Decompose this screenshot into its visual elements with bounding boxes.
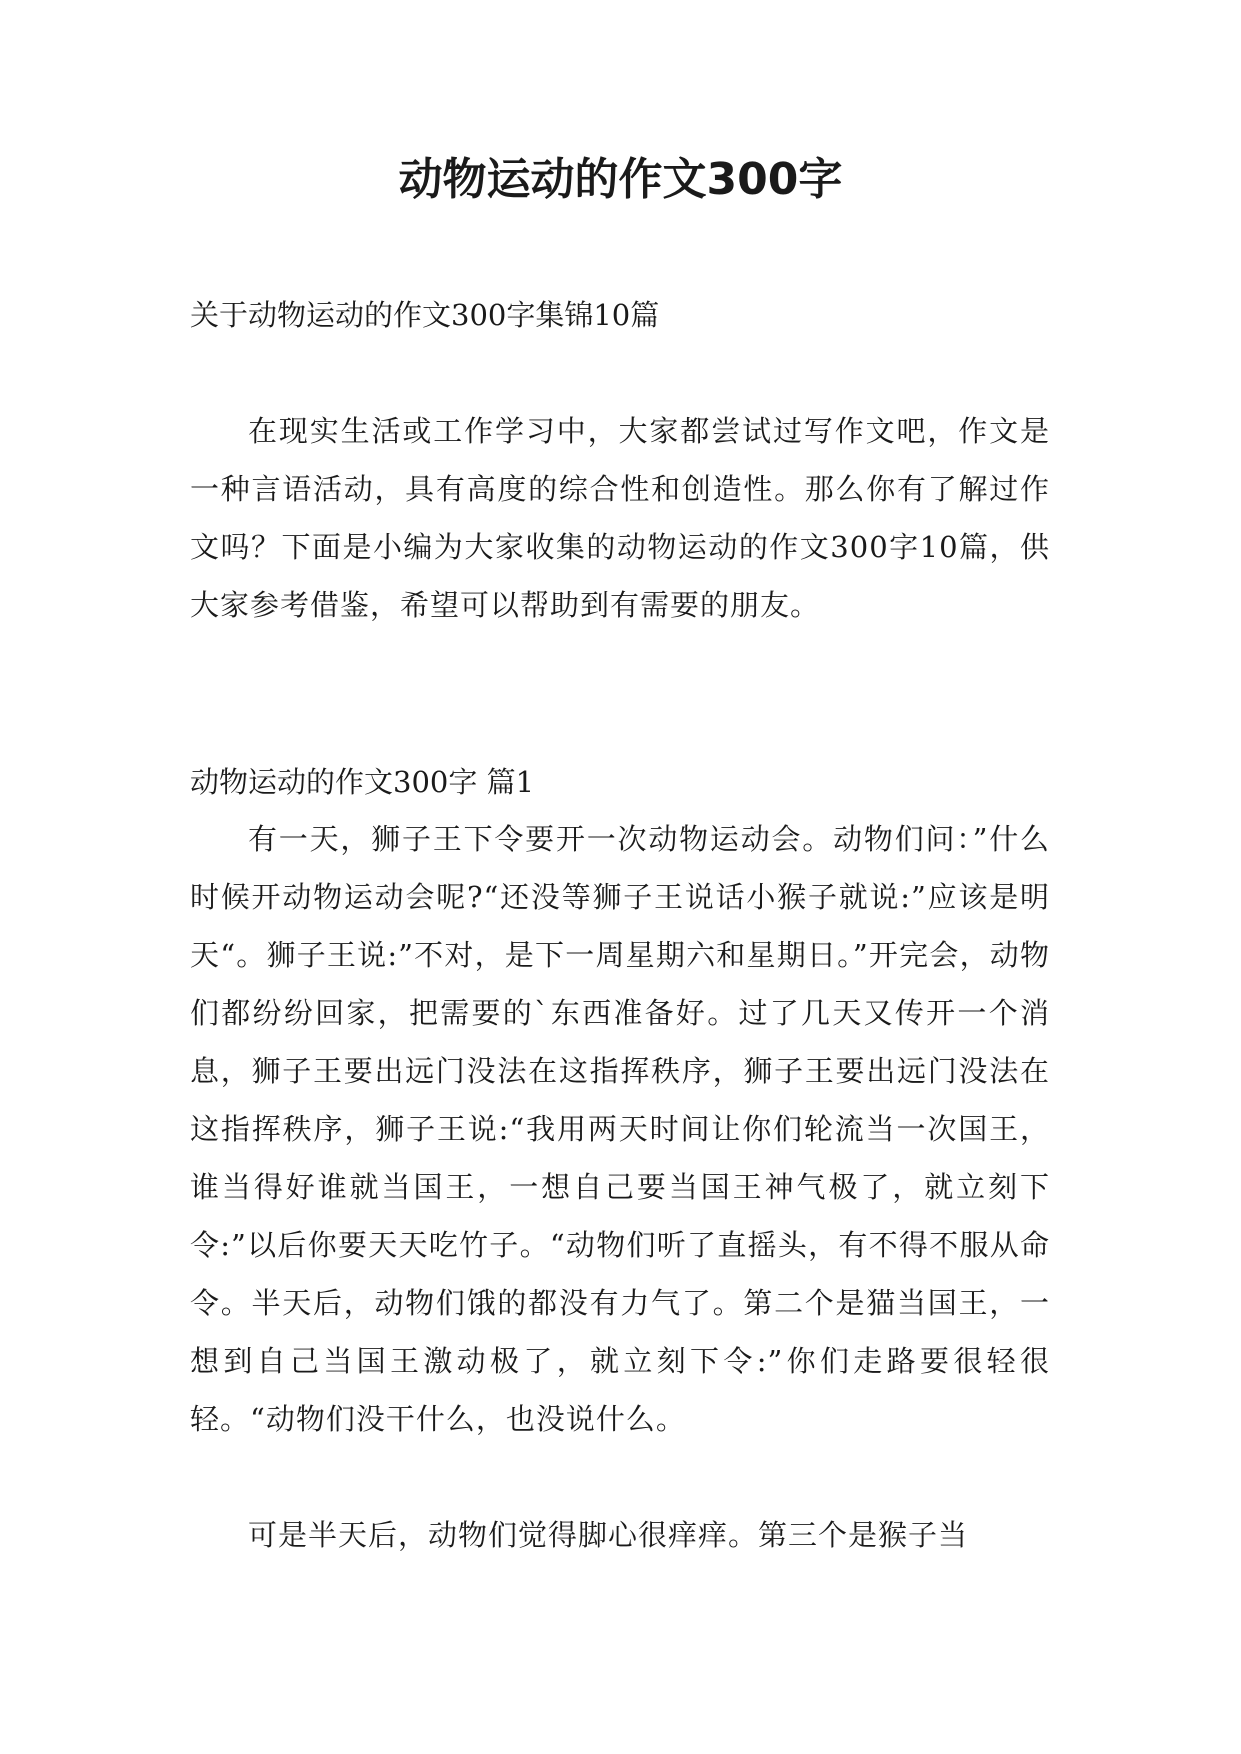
page-title: 动物运动的作文300字 — [398, 154, 843, 205]
body-paragraph: 有一天，狮子王下令要开一次动物运动会。动物们问：”什么时候开动物运动会呢?“还没等狮子王说话小猴子就说:”应该是明天“。狮子王说:”不对，是下一周星期六和星期日。”开完会，动物们都纷纷回家，把需要的`东西准备好。过了几天又传开一个消息，狮子王要出远门没法在这指挥秩序，狮子王要出远门没法在这指挥秩序，狮子王说:“我用两天时间让你们轮流当一次国王，谁当得好谁就当国王，一想自己要当国王神气极了，就立刻下令:”以后你要天天吃竹子。“动物们听了直摇头，有不得不服从命令。半天后，动物们饿的都没有力气了。第二个是猫当国王，一想到自己当国王激动极了，就立刻下令:”你们走路要很轻很轻。“动物们没干什么，也没说什么。 — [190, 822, 1050, 1436]
document-subtitle: 关于动物运动的作文300字集锦10篇 — [190, 298, 660, 332]
intro-paragraph: 在现实生活或工作学习中，大家都尝试过写作文吧，作文是一种言语活动，具有高度的综合性和创造性。那么你有了解过作文吗？下面是小编为大家收集的动物运动的作文300字10篇，供大家参考借鉴，希望可以帮助到有需要的朋友。 — [190, 414, 1050, 622]
section-heading: 动物运动的作文300字 篇1 — [190, 765, 535, 799]
body-paragraph: 可是半天后，动物们觉得脚心很痒痒。第三个是猴子当 — [248, 1518, 969, 1552]
